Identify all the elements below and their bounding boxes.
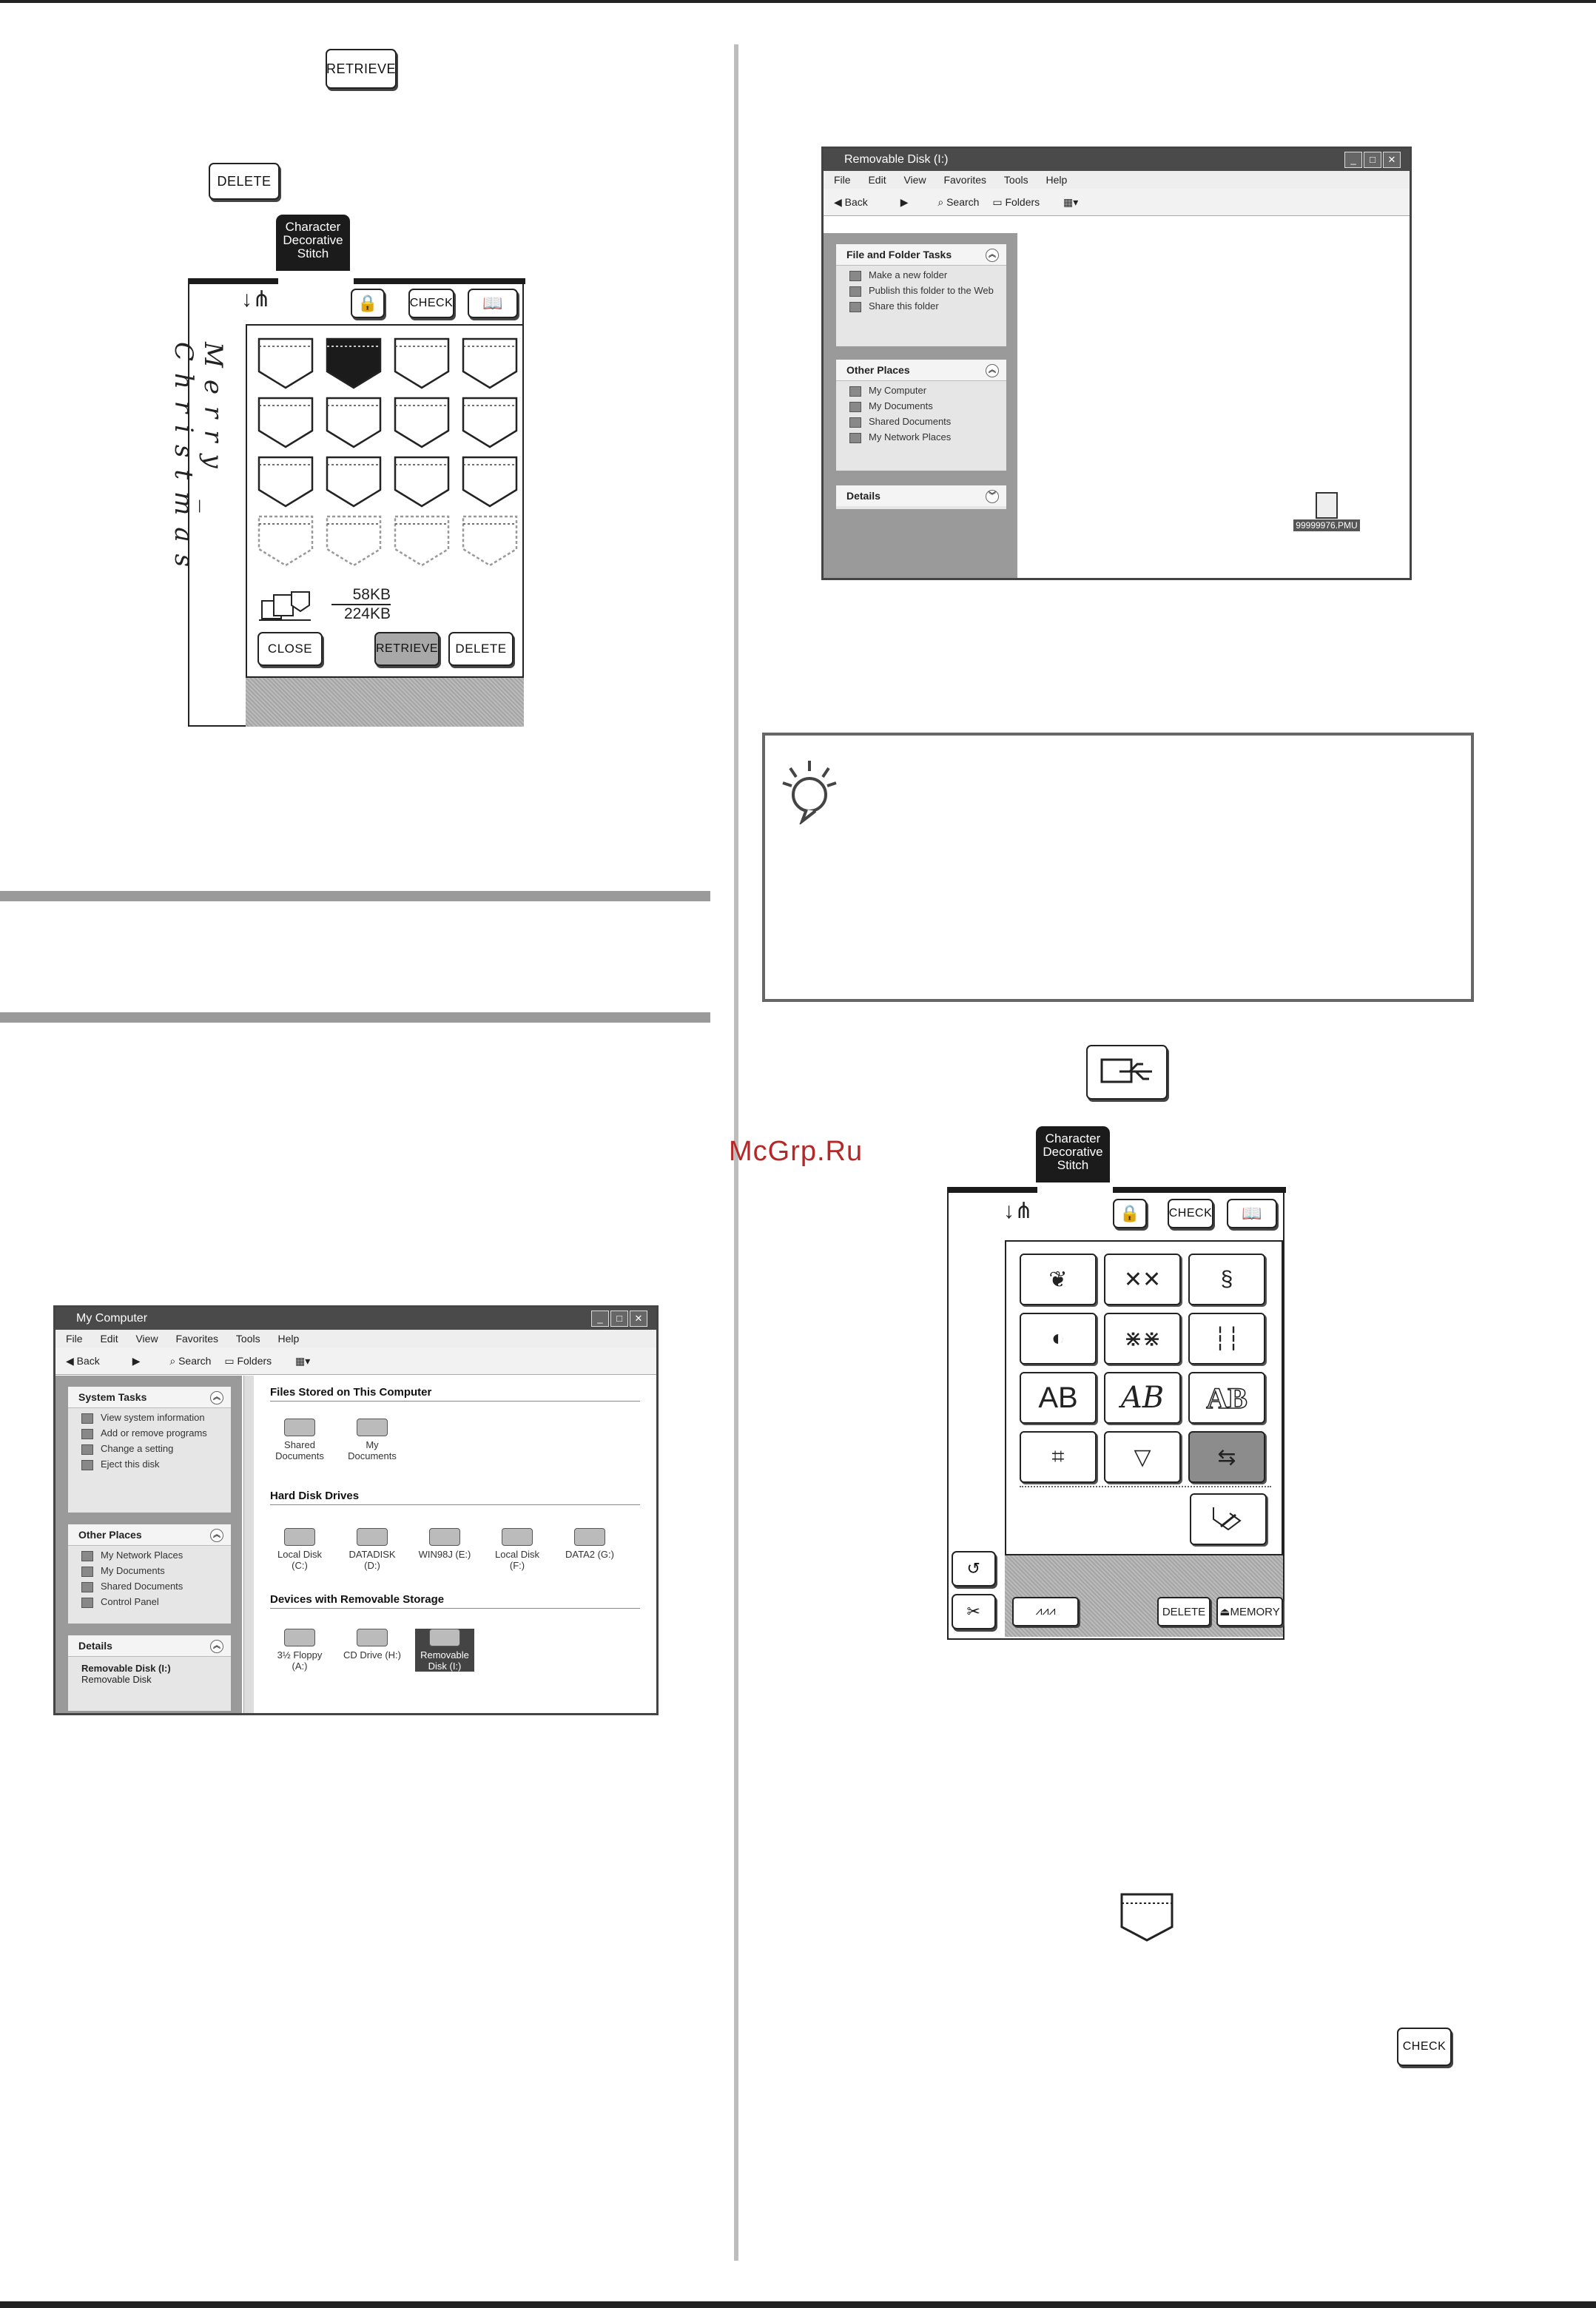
group-heading-hard-disks: Hard Disk Drives [270, 1490, 360, 1502]
task-publish-web[interactable]: Publish this folder to the Web [836, 285, 1006, 297]
window-title: My Computer [55, 1308, 656, 1330]
details-name: Removable Disk (I:) [81, 1663, 171, 1674]
drive-i-selected[interactable]: Removable Disk (I:) [415, 1629, 474, 1672]
satin-stitch-shapes-button[interactable] [1020, 1313, 1097, 1365]
menu-bar [824, 171, 1410, 189]
other-places-heading: Other Places ︽ [68, 1524, 231, 1546]
floppy-icon [284, 1629, 315, 1646]
retrieve-key[interactable]: RETRIEVE [326, 49, 397, 89]
minimize-button[interactable]: _ [1344, 152, 1362, 168]
usb-media-button[interactable] [1188, 1431, 1265, 1483]
drive-a[interactable]: 3½ Floppy (A:) [270, 1629, 329, 1672]
pattern-preview-text: Merry _ Christmas [169, 342, 228, 579]
hard-disk-icon [502, 1528, 533, 1546]
needle-icon: ↓⋔ [241, 287, 272, 312]
delete-button[interactable]: DELETE [1157, 1597, 1211, 1626]
utility-stitch-column-button[interactable] [1188, 1313, 1265, 1365]
hard-disk-icon [429, 1528, 460, 1546]
folders-button[interactable]: Folders [237, 1355, 272, 1367]
needle-icon: ↓⋔ [1003, 1199, 1034, 1223]
folders-button[interactable]: Folders [1005, 196, 1040, 208]
decorative-plant-stitch-icon: ❦ [1048, 1267, 1068, 1292]
pocket-slot[interactable] [392, 336, 451, 392]
menu-favorites[interactable]: Favorites [175, 1333, 219, 1345]
place-my-computer[interactable]: My Computer [836, 385, 1006, 397]
task-view-system-info[interactable]: View system information [68, 1412, 231, 1424]
task-share-folder[interactable]: Share this folder [836, 300, 1006, 312]
drive-c[interactable]: Local Disk (C:) [270, 1528, 329, 1571]
toolbar [55, 1348, 656, 1375]
font-sample-text: AB [1206, 1381, 1247, 1415]
empty-pocket-slot [460, 514, 519, 570]
font-sample-text: AB [1038, 1381, 1078, 1414]
removable-disk-icon [429, 1629, 460, 1646]
font-script-button[interactable] [1104, 1372, 1181, 1424]
place-network[interactable]: My Network Places [836, 431, 1006, 443]
other-places-panel [835, 359, 1007, 471]
menu-view[interactable]: View [903, 174, 926, 186]
task-eject-disk[interactable]: Eject this disk [68, 1459, 231, 1470]
folder-shared-documents[interactable]: Shared Documents [270, 1419, 329, 1461]
check-button[interactable]: CHECK [1168, 1199, 1213, 1228]
section-bar-bottom [0, 1012, 710, 1023]
search-button[interactable]: Search [946, 196, 980, 208]
menu-file[interactable]: File [834, 174, 851, 186]
expand-icon[interactable]: ︾ [986, 490, 999, 503]
satin-stitch-pattern-icon: § [1220, 1267, 1233, 1291]
my-custom-stitch-button[interactable] [1020, 1431, 1097, 1483]
cross-stitch-pattern-button[interactable] [1104, 1254, 1181, 1305]
menu-edit[interactable]: Edit [868, 174, 886, 186]
folders-icon: ▭ [224, 1355, 235, 1367]
menu-favorites[interactable]: Favorites [943, 174, 987, 186]
place-control-panel[interactable]: Control Panel [68, 1596, 231, 1608]
maximize-button[interactable]: □ [1364, 152, 1381, 168]
back-button[interactable]: Back [76, 1355, 100, 1367]
thread-cutter-button[interactable]: ✂ [952, 1594, 996, 1629]
usb-icon [1097, 1054, 1156, 1091]
pocket-slot[interactable] [256, 454, 315, 511]
removable-disk-window [821, 147, 1412, 580]
usb-media-key[interactable] [1086, 1045, 1168, 1100]
pocket-slot[interactable] [324, 395, 383, 451]
my-computer-window [53, 1305, 659, 1715]
views-icon[interactable]: ▦▾ [295, 1355, 311, 1367]
folder-my-documents[interactable]: My Documents [343, 1419, 402, 1461]
pocket-key[interactable] [1119, 1891, 1175, 1945]
lock-button[interactable]: 🔒 [351, 289, 385, 318]
menu-help[interactable]: Help [1046, 174, 1068, 186]
collapse-icon[interactable]: ︽ [986, 364, 999, 377]
drive-e[interactable]: WIN98J (E:) [415, 1528, 474, 1560]
menu-file[interactable]: File [66, 1333, 83, 1345]
hard-disk-icon [357, 1528, 388, 1546]
empty-pocket-slot [392, 514, 451, 570]
pen-edit-icon [1206, 1504, 1250, 1534]
screen-footer [246, 678, 524, 727]
my-custom-stitch-icon: ⌗ [1051, 1444, 1065, 1469]
tab-line-3: Stitch [1057, 1158, 1089, 1172]
help-book-button[interactable]: 📖 [468, 289, 518, 318]
place-my-documents[interactable]: My Documents [836, 400, 1006, 412]
details-heading: Details ︾ [836, 485, 1006, 506]
tab-line-2: Decorative [283, 233, 343, 247]
top-rule [0, 0, 1596, 3]
other-places-heading: Other Places ︽ [836, 360, 1006, 381]
place-shared-documents[interactable]: Shared Documents [68, 1581, 231, 1592]
watermark: McGrp.Ru [729, 1136, 863, 1167]
drive-d[interactable]: DATADISK (D:) [343, 1528, 402, 1571]
empty-pocket-slot [256, 514, 315, 570]
utility-stitch-column-icon: ┆┆ [1213, 1326, 1241, 1351]
collapse-icon[interactable]: ︽ [986, 249, 999, 262]
folders-icon: ▭ [992, 196, 1003, 208]
task-new-folder[interactable]: Make a new folder [836, 269, 1006, 281]
satin-stitch-shapes-icon: ◐ [1051, 1326, 1065, 1350]
cross-stitch-pattern-icon: ✕✕ [1123, 1267, 1162, 1292]
file-folder-tasks-panel [835, 243, 1007, 347]
memory-icon: ⏏ [1219, 1606, 1230, 1618]
details-panel [67, 1635, 232, 1712]
drive-f[interactable]: Local Disk (F:) [488, 1528, 547, 1571]
document-icon [1316, 492, 1338, 519]
file-name: 99999976.PMU [1293, 519, 1359, 531]
collapse-icon[interactable]: ︽ [210, 1640, 223, 1653]
hard-disk-icon [284, 1528, 315, 1546]
memory-button[interactable]: ⏏ MEMORY [1216, 1597, 1283, 1626]
place-shared-documents[interactable]: Shared Documents [836, 416, 1006, 428]
menu-tools[interactable]: Tools [235, 1333, 260, 1345]
empty-pocket-slot [324, 514, 383, 570]
place-my-documents[interactable]: My Documents [68, 1565, 231, 1577]
task-change-setting[interactable]: Change a setting [68, 1443, 231, 1455]
file-folder-tasks-heading: File and Folder Tasks ︽ [836, 244, 1006, 266]
system-tasks-heading: System Tasks ︽ [68, 1387, 231, 1408]
details-type: Removable Disk [81, 1674, 152, 1685]
search-icon: ⌕ [937, 196, 944, 208]
check-button[interactable]: CHECK [408, 289, 454, 318]
font-outline-button[interactable] [1188, 1372, 1265, 1424]
window-title: Removable Disk (I:) [824, 149, 1410, 171]
lightbulb-icon [780, 758, 839, 824]
back-icon[interactable]: ◀ [834, 196, 842, 208]
collapse-icon[interactable]: ︽ [210, 1529, 223, 1542]
group-heading-files: Files Stored on This Computer [270, 1386, 432, 1399]
back-button[interactable]: Back [844, 196, 868, 208]
cross-stitch-grid-icon: ⋇⋇ [1123, 1326, 1162, 1351]
search-button[interactable]: Search [178, 1355, 212, 1367]
close-button[interactable]: CLOSE [257, 632, 323, 666]
bottom-rule [0, 2301, 1596, 2308]
font-sample-text: AB [1120, 1381, 1165, 1415]
pocket-slot[interactable] [460, 336, 519, 392]
maximize-button[interactable]: □ [610, 1311, 628, 1327]
menu-help[interactable]: Help [277, 1333, 300, 1345]
details-heading: Details ︽ [68, 1635, 231, 1657]
help-book-button[interactable]: 📖 [1227, 1199, 1277, 1228]
check-key[interactable]: CHECK [1397, 2028, 1452, 2066]
hard-disk-icon [574, 1528, 605, 1546]
lock-button[interactable]: 🔒 [1113, 1199, 1147, 1228]
tab-line-1: Character [285, 220, 341, 234]
place-network[interactable]: My Network Places [68, 1550, 231, 1561]
task-pane [824, 233, 1017, 578]
drive-g[interactable]: DATA2 (G:) [560, 1528, 619, 1560]
task-add-remove-programs[interactable]: Add or remove programs [68, 1427, 231, 1439]
cross-stitch-grid-button[interactable] [1104, 1313, 1181, 1365]
forward-icon[interactable]: ▶ [900, 196, 909, 208]
minimize-button[interactable]: _ [591, 1311, 609, 1327]
delete-key[interactable]: DELETE [209, 163, 280, 200]
font-gothic-button[interactable] [1020, 1372, 1097, 1424]
pocket-slot[interactable] [460, 454, 519, 511]
category-tab [276, 215, 350, 271]
note-box [762, 733, 1474, 1002]
pocket-slot[interactable] [256, 395, 315, 451]
decorative-plant-stitch-button[interactable] [1020, 1254, 1097, 1305]
views-icon[interactable]: ▦▾ [1063, 196, 1079, 208]
menu-edit[interactable]: Edit [100, 1333, 118, 1345]
pocket-memory-icon: ▽ [1134, 1444, 1151, 1470]
scrollbar[interactable] [243, 1376, 254, 1713]
details-panel [835, 485, 1007, 510]
machine-screen-retrieve [169, 278, 524, 727]
task-pane [55, 1376, 242, 1713]
pocket-memory-button[interactable] [1104, 1431, 1181, 1483]
drive-h[interactable]: CD Drive (H:) [343, 1629, 402, 1661]
menu-bar [55, 1330, 656, 1348]
usb-media-icon: ⇆ [1217, 1444, 1236, 1470]
folder-icon [284, 1419, 315, 1436]
tab-line-3: Stitch [297, 246, 329, 260]
tab-line-2: Decorative [1043, 1145, 1103, 1159]
close-window-button[interactable]: ✕ [1383, 152, 1401, 168]
pocket-slot[interactable] [392, 395, 451, 451]
memory-total: 224KB [343, 605, 391, 622]
search-icon: ⌕ [169, 1355, 176, 1367]
close-window-button[interactable]: ✕ [630, 1311, 647, 1327]
cd-drive-icon [357, 1629, 388, 1646]
stitch-width-length-button[interactable]: ⩘⩘⩘ [1012, 1597, 1079, 1626]
system-tasks-panel [67, 1386, 232, 1513]
group-heading-removable: Devices with Removable Storage [270, 1593, 445, 1606]
satin-stitch-pattern-button[interactable] [1188, 1254, 1265, 1305]
pocket-slot[interactable] [460, 395, 519, 451]
pocket-slot[interactable] [324, 336, 383, 392]
forward-icon[interactable]: ▶ [132, 1355, 141, 1367]
memory-used: 58KB [331, 586, 391, 605]
collapse-icon[interactable]: ︽ [210, 1391, 223, 1404]
memory-machine-icon [259, 588, 318, 625]
folder-icon [357, 1419, 388, 1436]
delete-button[interactable]: DELETE [448, 632, 514, 666]
pocket-slot[interactable] [324, 454, 383, 511]
file-icon-pmu[interactable] [1290, 492, 1364, 531]
retrieve-button[interactable]: RETRIEVE [374, 632, 440, 666]
machine-screen-stitch-select [947, 1187, 1284, 1640]
menu-view[interactable]: View [135, 1333, 158, 1345]
pocket-slot[interactable] [256, 336, 315, 392]
point-edit-button[interactable] [1190, 1493, 1267, 1545]
category-tab [1036, 1126, 1110, 1182]
other-places-panel [67, 1524, 232, 1624]
tab-line-1: Character [1045, 1131, 1101, 1145]
toolbar [824, 189, 1410, 216]
memory-readout [331, 586, 391, 623]
menu-tools[interactable]: Tools [1003, 174, 1028, 186]
back-icon[interactable]: ◀ [66, 1355, 74, 1367]
pocket-slot[interactable] [392, 454, 451, 511]
reverse-stitch-button[interactable]: ↺ [952, 1551, 996, 1587]
section-bar-top [0, 891, 710, 901]
